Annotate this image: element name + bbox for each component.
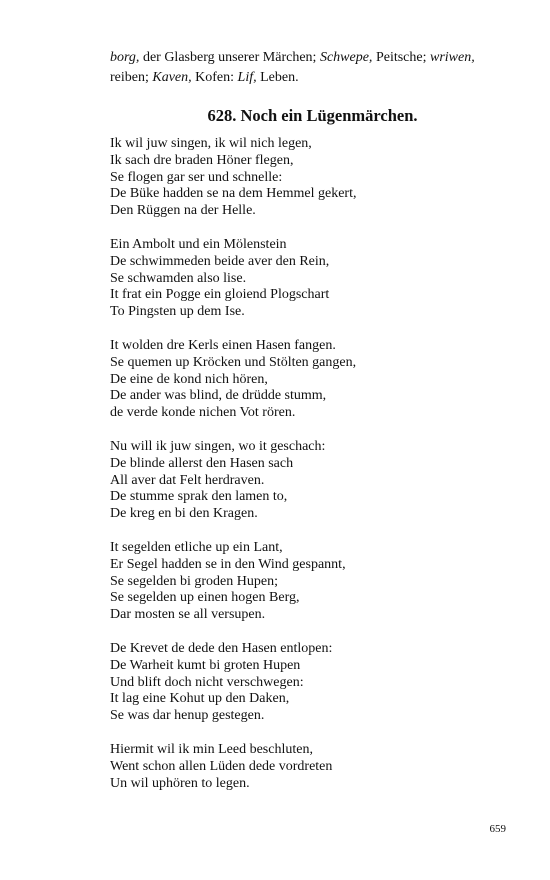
verse-line: De eine de kond nich hören, [110, 371, 268, 387]
stanza-6 [110, 641, 515, 725]
verse-line: De stumme sprak den lamen to, [110, 489, 288, 505]
intro-term: Schwepe, [319, 50, 373, 65]
intro-term: borg, [110, 50, 140, 65]
verse-line: De Warheit kumt bi groten Hupen [110, 657, 301, 673]
verse-line: De ander was blind, de drüdde stumm, [110, 388, 327, 404]
stanza-2 [110, 237, 515, 321]
verse-line: It lag eine Kohut up den Daken, [110, 691, 290, 707]
verse-line: To Pingsten up dem Ise. [110, 304, 245, 320]
verse-line: Und blift doch nicht verschwegen: [110, 674, 304, 690]
verse-line: Er Segel hadden se in den Wind gespannt, [110, 556, 346, 572]
verse-line: Se schwamden also lise. [110, 270, 247, 286]
intro-term: wriwen, [429, 50, 475, 65]
verse-line: It frat ein Pogge ein gloiend Plogschart [110, 287, 330, 303]
verse-line: De kreg en bi den Kragen. [110, 506, 258, 522]
verse-line: Dar mosten se all versupen. [110, 607, 266, 623]
stanza-4 [110, 439, 515, 523]
verse-line: It wolden dre Kerls einen Hasen fangen. [110, 337, 336, 353]
stanza-7 [110, 742, 515, 792]
verse-line: It segelden etliche up ein Lant, [110, 539, 283, 555]
verse-line: Ein Ambolt und ein Mölenstein [110, 236, 287, 252]
verse-line: Den Rüggen na der Helle. [110, 203, 256, 219]
verse-line: Ik sach dre braden Höner flegen, [110, 152, 294, 168]
intro-gloss: Leben. [256, 70, 299, 85]
verse-line: All aver dat Felt herdraven. [110, 472, 265, 488]
verse-line: Ik wil juw singen, ik wil nich legen, [110, 136, 312, 151]
verse-line: De schwimmeden beide aver den Rein, [110, 253, 330, 269]
intro-term: Lif, [237, 70, 257, 85]
intro-gloss: der Glasberg unserer Märchen; [139, 50, 320, 65]
verse-line: Went schon allen Lüden dede vordreten [110, 758, 333, 774]
verse-line: De Krevet de dede den Hasen entlopen: [110, 640, 333, 656]
verse-line: Se segelden up einen hogen Berg, [110, 590, 300, 606]
page-content [110, 48, 515, 809]
poem-body [110, 136, 515, 792]
verse-line: Se quemen up Kröcken und Stölten gangen, [110, 354, 357, 370]
verse-line: Se flogen gar ser und schnelle: [110, 169, 283, 185]
verse-line: Nu will ik juw singen, wo it geschach: [110, 438, 326, 454]
intro-term: Kaven, [152, 70, 192, 85]
poem-title: 628. Noch ein Lügenmärchen. [207, 106, 418, 125]
verse-line: De blinde allerst den Hasen sach [110, 455, 294, 471]
intro-gloss: Peitsche; [372, 50, 430, 65]
verse-line: Un wil uphören to legen. [110, 775, 250, 791]
intro-paragraph [110, 48, 515, 88]
verse-line: Hiermit wil ik min Leed beschluten, [110, 741, 313, 757]
stanza-3 [110, 338, 515, 422]
page-number: 659 [489, 823, 506, 835]
intro-gloss: reiben; [110, 70, 153, 85]
verse-line: Se segelden bi groden Hupen; [110, 573, 278, 589]
intro-gloss: Kofen: [191, 70, 238, 85]
stanza-1 [110, 136, 515, 220]
stanza-5 [110, 540, 515, 624]
verse-line: De Büke hadden se na dem Hemmel gekert, [110, 186, 357, 202]
verse-line: de verde konde nichen Vot rören. [110, 405, 296, 421]
verse-line: Se was dar henup gestegen. [110, 708, 265, 724]
